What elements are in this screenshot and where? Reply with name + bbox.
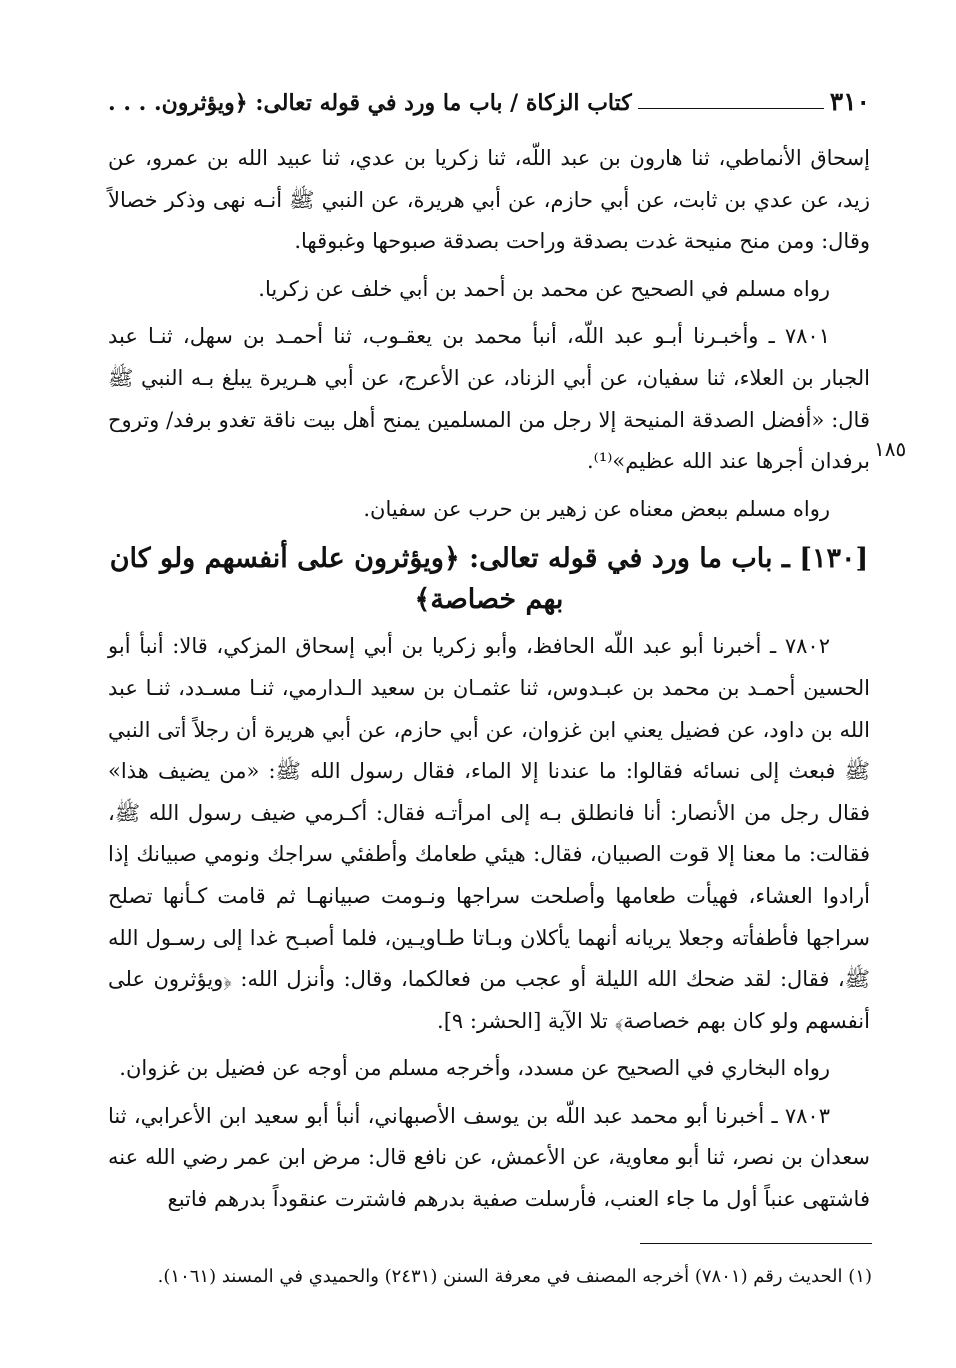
hadith-7803: ٧٨٠٣ ـ أخبرنا أبو محمد عبد اللّه بن يوسف الأصبهاني، أنبأ أبو سعيد ابن الأعرابي، ثنا سعدان بن نصر، ثنا أبو معاوية، عن الأعمش، عن نافع قال: مرض ابن عمر رضي الله عنه فاشتهى عنباً أول ما جاء العنب، فأرسلت صفية بدرهم فاشترت عنقوداً بدرهم فاتبع bbox=[108, 1103, 870, 1212]
section-heading: [١٣٠] ـ باب ما ورد في قوله تعالى: ﴿ويؤثرون على أنفسهم ولو كان بهم خصاصة﴾ bbox=[109, 543, 869, 616]
page-header bbox=[108, 78, 870, 114]
header-rule bbox=[638, 108, 824, 109]
hadith-7801: ٧٨٠١ ـ وأخبـرنا أبـو عبد اللّه، أنبأ محمد بن يعقـوب، ثنا أحمـد بن سهل، ثنـا عبد الجبار بن العلاء، ثنا سفيان، عن أبي الزناد، عن الأعرج، عن أبي هـريرة يبلغ بـه النبي ﷺ قال: «أفضل الصدقة المنيحة إلا رجل من المسلمين يمنح أهل بيت ناقة تغدو برفد/ وتروح برفدان أجرها عند الله عظيم»⁽¹⁾. bbox=[108, 324, 870, 474]
paragraph-riwaya-3: رواه البخاري في الصحيح عن مسدد، وأخرجه مسلم من أوجه عن فضيل بن غزوان. bbox=[119, 1056, 830, 1081]
paragraph-riwaya-2: رواه مسلم ببعض معناه عن زهير بن حرب عن سفيان. bbox=[363, 496, 830, 521]
hadith-7802: ٧٨٠٢ ـ أخبرنا أبو عبد اللّه الحافظ، وأبو زكريا بن أبي إسحاق المزكي، قالا: أنبأ أبو الحسين أحمـد بن محمد بن عبـدوس، ثنا عثمـان بن سعيد الـدارمي، ثنـا مسـدد، ثنـا عبد الله بن داود، عن فضيل يعني ابن غزوان، عن أبي حازم، عن أبي هريرة أن رجلاً أتى النبي ﷺ فبعث إلى نسائه فقالوا: ما عندنا إلا الماء، فقال رسول الله ﷺ: «من يضيف هذا» فقال رجل من الأنصار: أنا فانطلق بـه إلى امرأتـه فقال: أكـرمي ضيف رسول الله ﷺ، فقالت: ما معنا إلا قوت الصبيان، فقال: هيئي طعامك وأطفئي سراجك ونومي صبيانك إذا أرادوا العشاء، فهيأت طعامها وأصلحت سراجها ونـومت صبيانهـا ثم قامت كـأنها تصلح سراجها فأطفأته وجعلا يريانه أنهما يأكلان وبـاتا طـاويـين، فلما أصبـح غدا إلى رسـول الله ﷺ، فقال: لقد ضحك الله الليلة أو عجب من فعالكما، وقال: وأنزل الله: ﴿ويؤثرون على أنفسهم ولو كان بهم خصاصة﴾ تلا الآية [الحشر: ٩]. bbox=[108, 634, 871, 1033]
footnote: (١) الحديث رقم (٧٨٠١) أخرجه المصنف في معرفة السنن (٢٤٣١) والحميدي في المسند (١٠٦١). bbox=[157, 1266, 872, 1287]
paragraph-riwaya-1: رواه مسلم في الصحيح عن محمد بن أحمد بن أبي خلف عن زكريا. bbox=[258, 276, 830, 301]
running-title: كتاب الزكاة / باب ما ورد في قوله تعالى: ﴿ويؤثرون. . . . bbox=[108, 90, 632, 116]
page-body bbox=[108, 138, 870, 1221]
page-number: ٣١٠ bbox=[829, 87, 870, 116]
margin-page-reference: ١٨٥ bbox=[874, 437, 907, 461]
paragraph-continuation: إسحاق الأنماطي، ثنا هارون بن عبد اللّه، ثنا زكريا بن عدي، ثنا عبيد الله بن عمرو، عن زيد، عن عدي بن ثابت، عن أبي حازم، عن أبي هريرة، عن النبي ﷺ أنـه نهى وذكر خصالاً وقال: ومن منح منيحة غدت بصدقة وراحت بصدقة صبوحها وغبوقها. bbox=[108, 146, 870, 254]
footnote-rule bbox=[640, 1243, 872, 1244]
